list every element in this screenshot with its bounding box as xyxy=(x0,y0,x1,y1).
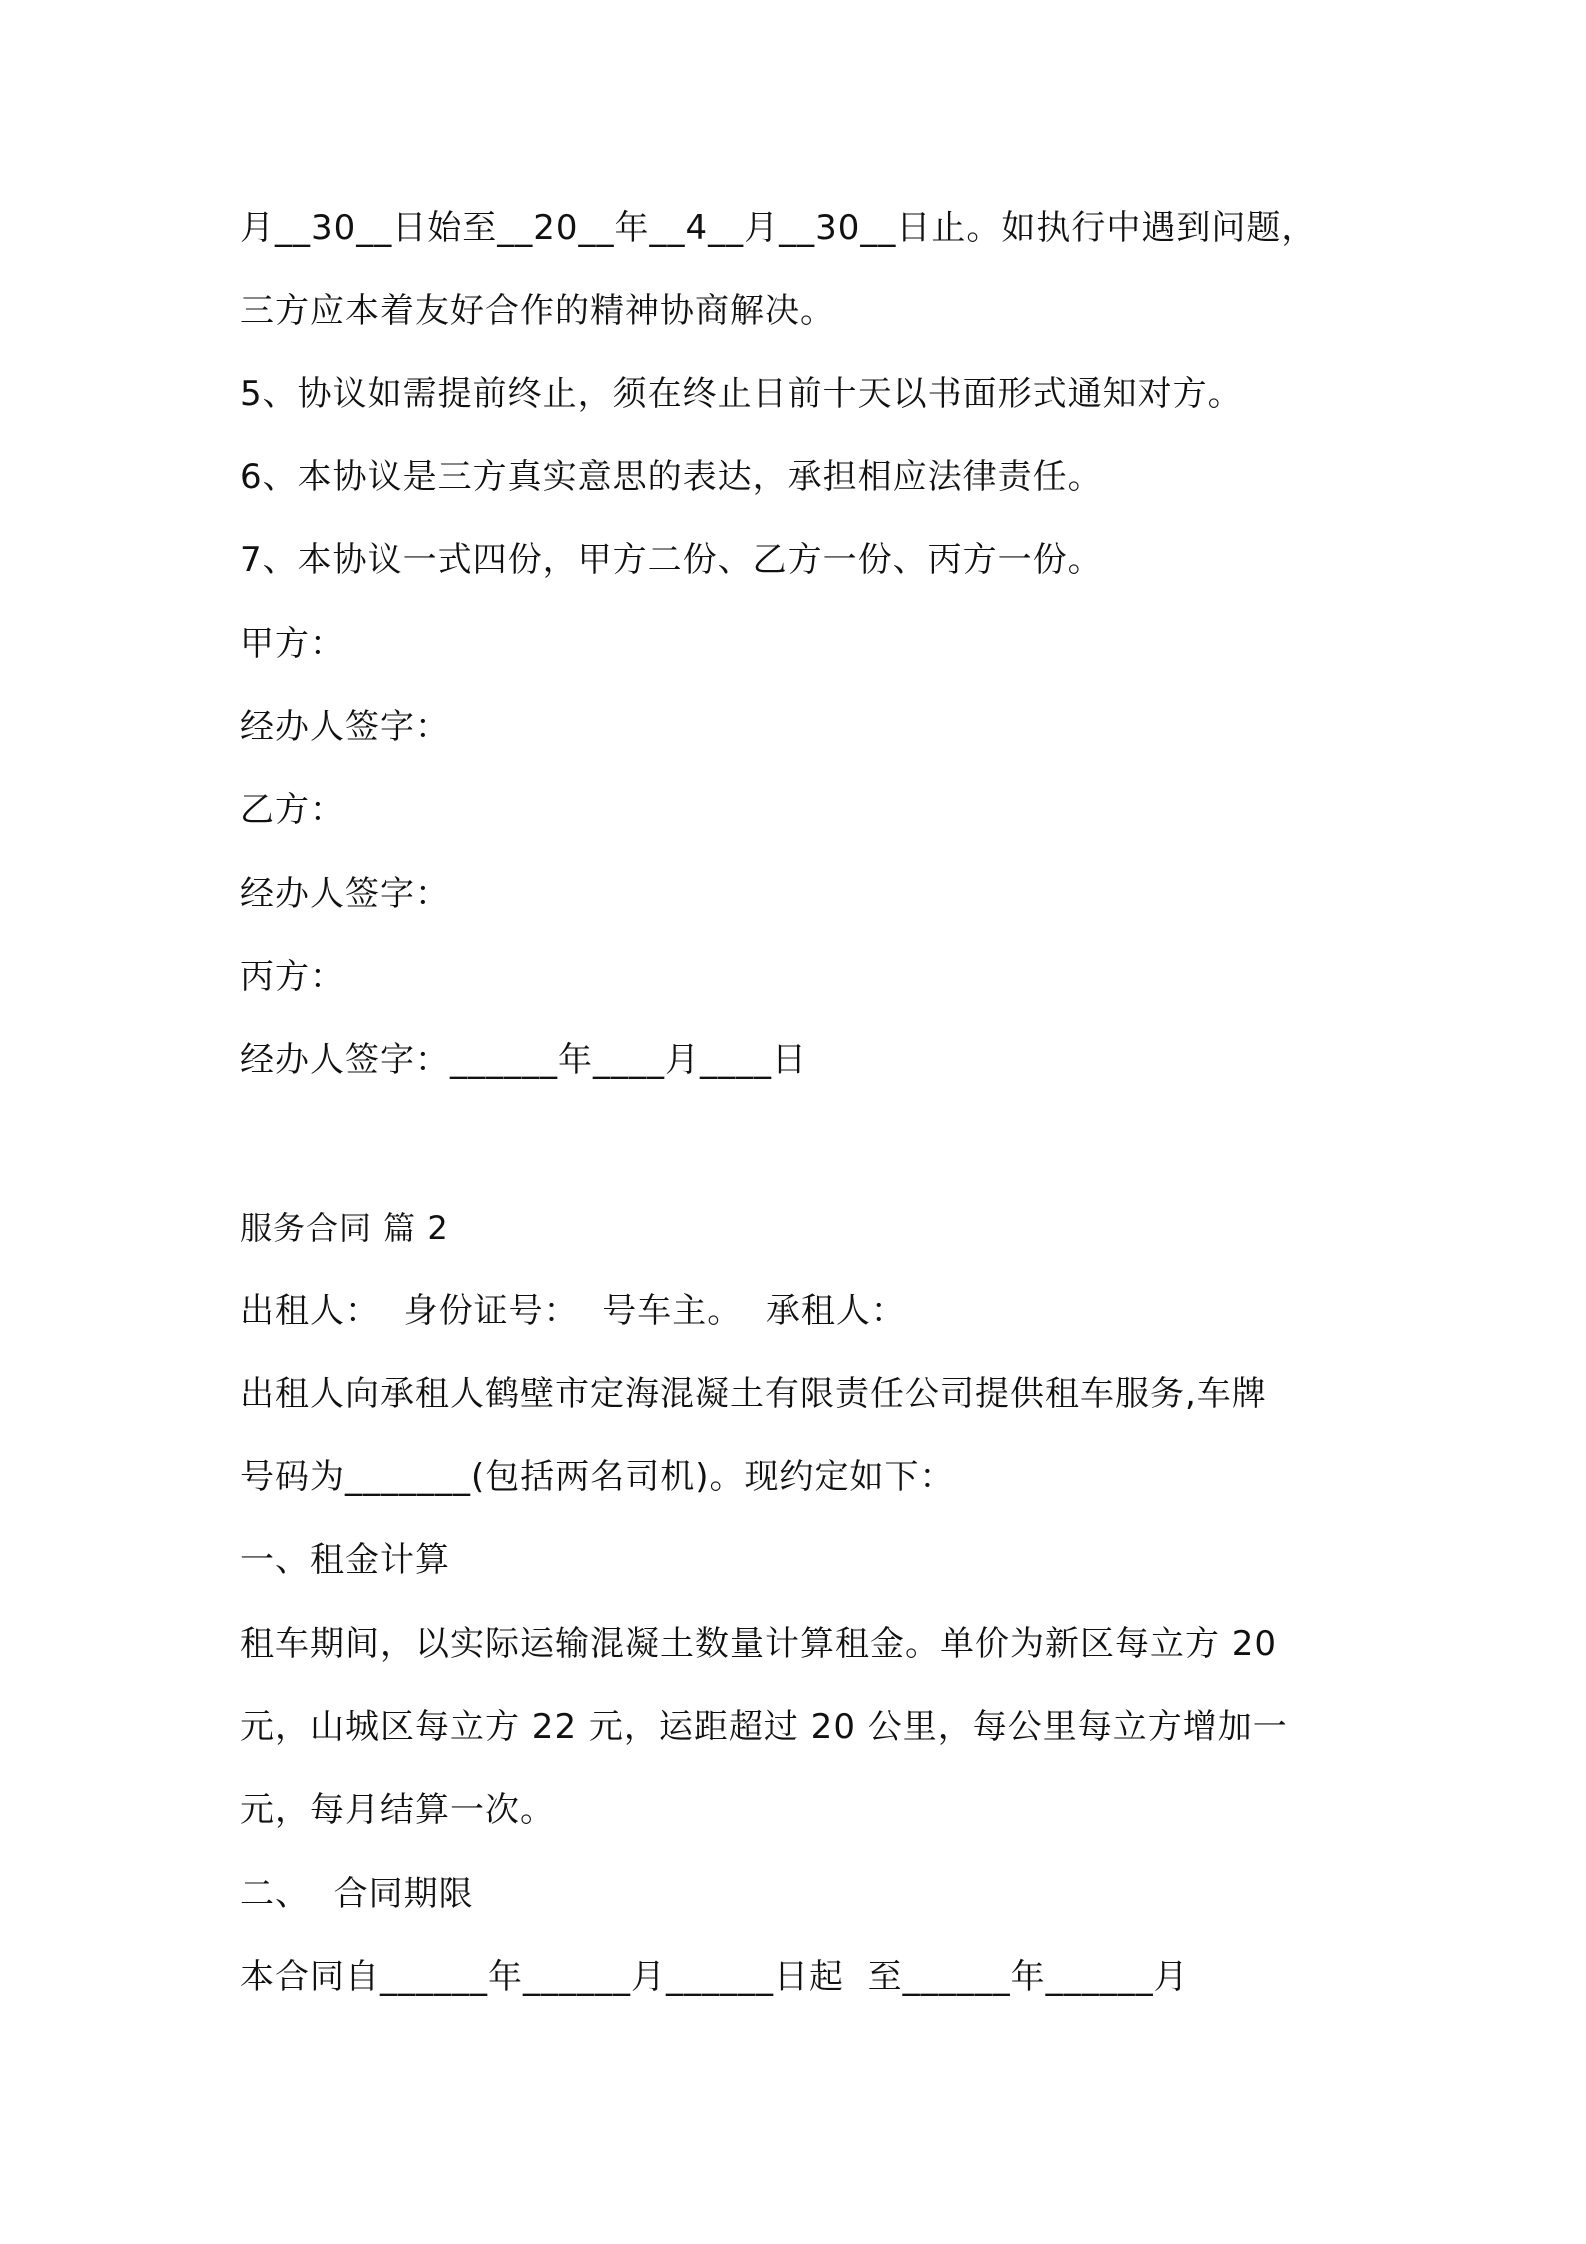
party-c-signature-date-line: 经办人签字：______年____月____日 xyxy=(240,1040,807,1080)
party-b-signature-label: 经办人签字： xyxy=(240,874,450,914)
rent-calculation-heading: 一、租金计算 xyxy=(240,1540,450,1580)
clause-5: 5、协议如需提前终止，须在终止日前十天以书面形式通知对方。 xyxy=(240,374,1243,414)
contract-term-text: 本合同自______年______月______日起 至______年______月 xyxy=(240,1957,1189,1997)
party-a-signature-label: 经办人签字： xyxy=(240,707,450,747)
intro-paragraph-2: 号码为_______(包括两名司机)。现约定如下： xyxy=(240,1457,955,1497)
clause-4-continuation: 月__30__日始至__20__年__4__月__30__日止。如执行中遇到问题， xyxy=(240,208,1317,248)
parties-line: 出租人： 身份证号： 号车主。 承租人： xyxy=(240,1291,906,1331)
clause-6: 6、本协议是三方真实意思的表达，承担相应法律责任。 xyxy=(240,457,1103,497)
clause-4-continuation-2: 三方应本着友好合作的精神协商解决。 xyxy=(240,291,835,331)
clause-7: 7、本协议一式四份，甲方二份、乙方一份、丙方一份。 xyxy=(240,540,1103,580)
intro-paragraph: 出租人向承租人鹤壁市定海混凝土有限责任公司提供租车服务,车牌 xyxy=(240,1374,1267,1414)
party-a-label: 甲方： xyxy=(240,624,345,664)
rent-calculation-text-3: 元，每月结算一次。 xyxy=(240,1790,555,1830)
rent-calculation-text: 租车期间，以实际运输混凝土数量计算租金。单价为新区每立方 20 xyxy=(240,1624,1278,1664)
contract-term-heading: 二、 合同期限 xyxy=(240,1874,474,1914)
rent-calculation-text-2: 元，山城区每立方 22 元，运距超过 20 公里，每公里每立方增加一 xyxy=(240,1707,1288,1747)
party-c-label: 丙方： xyxy=(240,957,345,997)
section-title: 服务合同 篇 2 xyxy=(240,1209,449,1247)
party-b-label: 乙方： xyxy=(240,790,345,830)
